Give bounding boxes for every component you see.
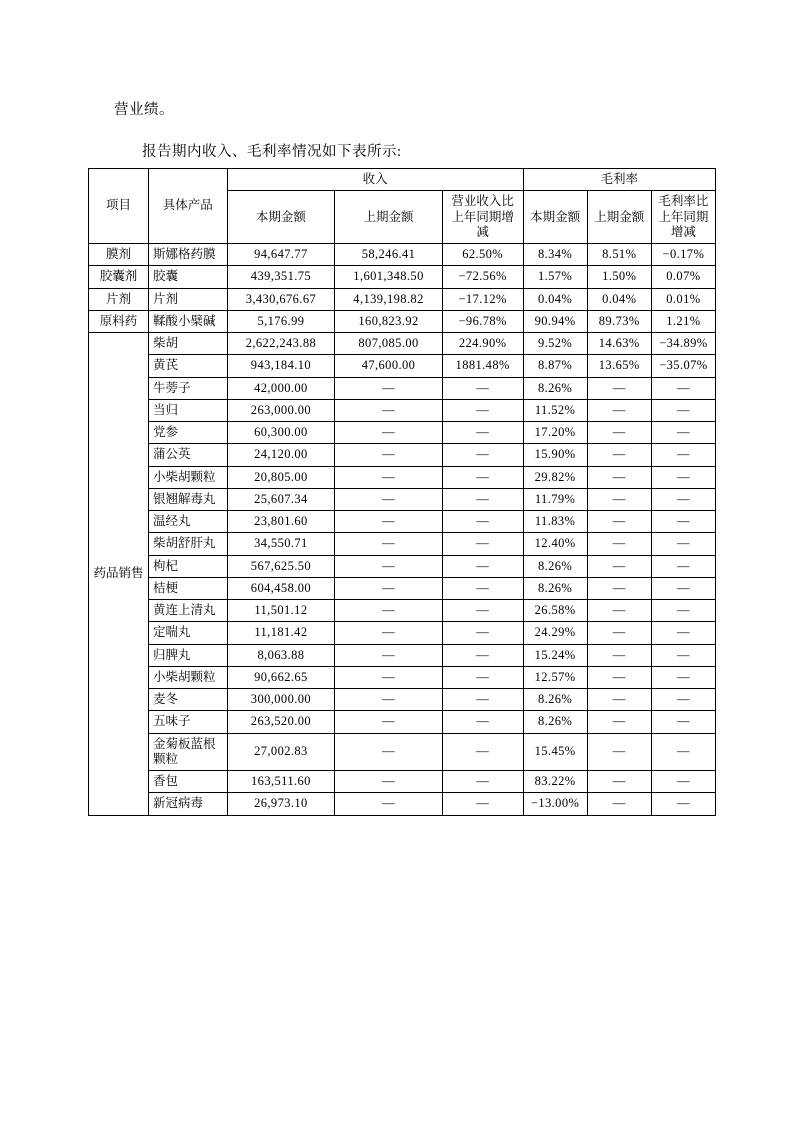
table-head [89, 169, 716, 244]
cell-revenue-change: — [442, 399, 523, 421]
cell-revenue-change: — [442, 644, 523, 666]
cell-previous-amount: — [335, 711, 443, 733]
table-row [89, 600, 716, 622]
cell-gm-previous: — [587, 488, 651, 510]
cell-gm-current: 15.45% [523, 733, 587, 771]
cell-gm-change: — [651, 399, 715, 421]
cell-current-amount: 604,458.00 [227, 577, 335, 599]
cell-previous-amount: — [335, 622, 443, 644]
cell-revenue-change: — [442, 733, 523, 771]
cell-product: 小柴胡颗粒 [149, 466, 228, 488]
cell-current-amount: 94,647.77 [227, 244, 335, 266]
cell-previous-amount: — [335, 533, 443, 555]
cell-previous-amount: — [335, 644, 443, 666]
cell-gm-current: 1.57% [523, 266, 587, 288]
cell-gm-previous: — [587, 600, 651, 622]
cell-product: 片剂 [149, 288, 228, 310]
cell-gm-change: — [651, 488, 715, 510]
cell-gm-current: 8.26% [523, 555, 587, 577]
cell-gm-previous: 1.50% [587, 266, 651, 288]
cell-product: 金菊板蓝根颗粒 [149, 733, 228, 771]
cell-product: 定喘丸 [149, 622, 228, 644]
table-body [89, 244, 716, 816]
cell-current-amount: 943,184.10 [227, 355, 335, 377]
table-row [89, 444, 716, 466]
cell-gm-current: 24.29% [523, 622, 587, 644]
cell-gm-current: 9.52% [523, 333, 587, 355]
cell-previous-amount: — [335, 733, 443, 771]
table-row [89, 466, 716, 488]
cell-gm-previous: — [587, 771, 651, 793]
cell-revenue-change: — [442, 711, 523, 733]
cell-previous-amount: 807,085.00 [335, 333, 443, 355]
cell-gm-previous: 14.63% [587, 333, 651, 355]
cell-gm-change: — [651, 689, 715, 711]
header-group-gross-margin: 毛利率 [523, 169, 715, 191]
cell-previous-amount: — [335, 466, 443, 488]
cell-revenue-change: — [442, 422, 523, 444]
cell-product: 黄连上清丸 [149, 600, 228, 622]
table-row [89, 333, 716, 355]
cell-gm-previous: — [587, 666, 651, 688]
cell-previous-amount: 4,139,198.82 [335, 288, 443, 310]
cell-gm-previous: 89.73% [587, 310, 651, 332]
cell-gm-change: — [651, 555, 715, 577]
cell-previous-amount: 1,601,348.50 [335, 266, 443, 288]
cell-category: 膜剂 [89, 244, 149, 266]
table-row [89, 793, 716, 815]
cell-current-amount: 42,000.00 [227, 377, 335, 399]
cell-gm-change: — [651, 533, 715, 555]
cell-product: 温经丸 [149, 511, 228, 533]
cell-product: 新冠病毒 [149, 793, 228, 815]
cell-gm-change: — [651, 444, 715, 466]
table-row [89, 310, 716, 332]
cell-previous-amount: — [335, 771, 443, 793]
cell-previous-amount: — [335, 511, 443, 533]
table-row [89, 244, 716, 266]
cell-current-amount: 263,000.00 [227, 399, 335, 421]
cell-gm-current: 8.26% [523, 689, 587, 711]
cell-gm-current: 15.24% [523, 644, 587, 666]
cell-gm-previous: — [587, 422, 651, 444]
cell-gm-change: −34.89% [651, 333, 715, 355]
cell-product: 五味子 [149, 711, 228, 733]
cell-previous-amount: — [335, 689, 443, 711]
cell-category: 胶囊剂 [89, 266, 149, 288]
cell-gm-previous: — [587, 511, 651, 533]
cell-revenue-change: −17.12% [442, 288, 523, 310]
cell-current-amount: 60,300.00 [227, 422, 335, 444]
cell-gm-change: — [651, 422, 715, 444]
cell-gm-previous: — [587, 644, 651, 666]
cell-current-amount: 163,511.60 [227, 771, 335, 793]
cell-product: 柴胡 [149, 333, 228, 355]
cell-previous-amount: — [335, 555, 443, 577]
cell-gm-current: 12.40% [523, 533, 587, 555]
table-row [89, 689, 716, 711]
header-gm-previous: 上期金额 [587, 191, 651, 244]
cell-previous-amount: 160,823.92 [335, 310, 443, 332]
cell-revenue-change: — [442, 689, 523, 711]
cell-gm-change: −35.07% [651, 355, 715, 377]
cell-gm-current: 8.87% [523, 355, 587, 377]
cell-gm-previous: 13.65% [587, 355, 651, 377]
paragraph-intro: 报告期内收入、毛利率情况如下表所示: [142, 144, 402, 160]
cell-gm-previous: — [587, 622, 651, 644]
cell-current-amount: 11,181.42 [227, 622, 335, 644]
cell-gm-change: — [651, 771, 715, 793]
cell-revenue-change: — [442, 622, 523, 644]
cell-product: 鞣酸小檗碱 [149, 310, 228, 332]
cell-revenue-change: — [442, 600, 523, 622]
cell-product: 桔梗 [149, 577, 228, 599]
cell-gm-current: 8.26% [523, 377, 587, 399]
cell-product: 归脾丸 [149, 644, 228, 666]
cell-product: 柴胡舒肝丸 [149, 533, 228, 555]
cell-previous-amount: — [335, 377, 443, 399]
cell-gm-previous: 0.04% [587, 288, 651, 310]
cell-gm-current: 17.20% [523, 422, 587, 444]
cell-previous-amount: — [335, 793, 443, 815]
cell-gm-change: — [651, 622, 715, 644]
cell-gm-change: 1.21% [651, 310, 715, 332]
cell-category: 原料药 [89, 310, 149, 332]
cell-gm-change: — [651, 600, 715, 622]
cell-gm-current: 11.52% [523, 399, 587, 421]
table-row [89, 355, 716, 377]
table-row [89, 288, 716, 310]
cell-revenue-change: — [442, 533, 523, 555]
cell-previous-amount: — [335, 488, 443, 510]
revenue-margin-table-wrapper [88, 168, 716, 816]
cell-gm-current: 0.04% [523, 288, 587, 310]
cell-gm-previous: — [587, 555, 651, 577]
cell-revenue-change: — [442, 377, 523, 399]
header-item: 项目 [89, 169, 149, 244]
header-revenue-change: 营业收入比上年同期增减 [442, 191, 523, 244]
table-row [89, 771, 716, 793]
cell-current-amount: 300,000.00 [227, 689, 335, 711]
cell-product: 黄芪 [149, 355, 228, 377]
cell-current-amount: 8,063.88 [227, 644, 335, 666]
cell-product: 枸杞 [149, 555, 228, 577]
cell-product: 银翘解毒丸 [149, 488, 228, 510]
cell-previous-amount: — [335, 600, 443, 622]
cell-product: 小柴胡颗粒 [149, 666, 228, 688]
header-previous-amount: 上期金额 [335, 191, 443, 244]
cell-gm-current: 11.79% [523, 488, 587, 510]
cell-revenue-change: 62.50% [442, 244, 523, 266]
cell-revenue-change: — [442, 577, 523, 599]
cell-revenue-change: — [442, 488, 523, 510]
cell-gm-change: 0.01% [651, 288, 715, 310]
cell-current-amount: 439,351.75 [227, 266, 335, 288]
cell-gm-current: 8.26% [523, 577, 587, 599]
cell-current-amount: 26,973.10 [227, 793, 335, 815]
cell-gm-previous: — [587, 399, 651, 421]
cell-product: 斯娜格药膜 [149, 244, 228, 266]
cell-gm-change: — [651, 793, 715, 815]
cell-revenue-change: −96.78% [442, 310, 523, 332]
cell-gm-change: — [651, 666, 715, 688]
revenue-margin-table [88, 168, 716, 816]
cell-gm-current: 26.58% [523, 600, 587, 622]
cell-gm-current: 12.57% [523, 666, 587, 688]
cell-gm-change: — [651, 644, 715, 666]
cell-current-amount: 23,801.60 [227, 511, 335, 533]
cell-current-amount: 5,176.99 [227, 310, 335, 332]
header-product: 具体产品 [149, 169, 228, 244]
cell-current-amount: 27,002.83 [227, 733, 335, 771]
cell-gm-change: — [651, 711, 715, 733]
cell-previous-amount: — [335, 666, 443, 688]
cell-revenue-change: — [442, 444, 523, 466]
cell-current-amount: 567,625.50 [227, 555, 335, 577]
cell-gm-current: 8.34% [523, 244, 587, 266]
table-row [89, 711, 716, 733]
header-current-amount: 本期金额 [227, 191, 335, 244]
cell-gm-previous: — [587, 533, 651, 555]
cell-current-amount: 263,520.00 [227, 711, 335, 733]
cell-gm-previous: — [587, 577, 651, 599]
cell-gm-current: 90.94% [523, 310, 587, 332]
table-row [89, 399, 716, 421]
cell-category: 药品销售 [89, 333, 149, 816]
cell-product: 蒲公英 [149, 444, 228, 466]
cell-product: 胶囊 [149, 266, 228, 288]
table-row [89, 377, 716, 399]
table-row [89, 644, 716, 666]
cell-revenue-change: — [442, 511, 523, 533]
cell-product: 麦冬 [149, 689, 228, 711]
header-gm-current: 本期金额 [523, 191, 587, 244]
cell-gm-current: −13.00% [523, 793, 587, 815]
cell-previous-amount: 47,600.00 [335, 355, 443, 377]
cell-gm-change: — [651, 466, 715, 488]
table-row [89, 577, 716, 599]
cell-gm-previous: — [587, 689, 651, 711]
cell-previous-amount: — [335, 577, 443, 599]
table-row [89, 533, 716, 555]
cell-previous-amount: — [335, 422, 443, 444]
cell-revenue-change: — [442, 771, 523, 793]
table-row [89, 266, 716, 288]
cell-current-amount: 90,662.65 [227, 666, 335, 688]
cell-previous-amount: — [335, 399, 443, 421]
cell-category: 片剂 [89, 288, 149, 310]
table-row [89, 666, 716, 688]
cell-gm-current: 11.83% [523, 511, 587, 533]
cell-current-amount: 20,805.00 [227, 466, 335, 488]
cell-revenue-change: −72.56% [442, 266, 523, 288]
cell-product: 香包 [149, 771, 228, 793]
cell-current-amount: 2,622,243.88 [227, 333, 335, 355]
cell-revenue-change: — [442, 666, 523, 688]
cell-current-amount: 24,120.00 [227, 444, 335, 466]
cell-revenue-change: — [442, 793, 523, 815]
cell-current-amount: 34,550.71 [227, 533, 335, 555]
cell-gm-change: — [651, 577, 715, 599]
table-row [89, 555, 716, 577]
cell-gm-previous: — [587, 733, 651, 771]
cell-gm-change: — [651, 377, 715, 399]
cell-product: 党参 [149, 422, 228, 444]
header-group-revenue: 收入 [227, 169, 523, 191]
cell-gm-current: 29.82% [523, 466, 587, 488]
cell-revenue-change: 1881.48% [442, 355, 523, 377]
cell-gm-change: — [651, 511, 715, 533]
header-gm-change: 毛利率比上年同期增减 [651, 191, 715, 244]
cell-current-amount: 25,607.34 [227, 488, 335, 510]
cell-product: 当归 [149, 399, 228, 421]
cell-current-amount: 11,501.12 [227, 600, 335, 622]
cell-gm-previous: — [587, 444, 651, 466]
table-row [89, 733, 716, 771]
table-header-group-row [89, 169, 716, 191]
table-row [89, 488, 716, 510]
cell-current-amount: 3,430,676.67 [227, 288, 335, 310]
cell-previous-amount: — [335, 444, 443, 466]
table-row [89, 511, 716, 533]
table-row [89, 622, 716, 644]
cell-revenue-change: 224.90% [442, 333, 523, 355]
cell-gm-change: 0.07% [651, 266, 715, 288]
cell-gm-current: 83.22% [523, 771, 587, 793]
cell-gm-change: −0.17% [651, 244, 715, 266]
table-row [89, 422, 716, 444]
cell-gm-previous: — [587, 377, 651, 399]
cell-revenue-change: — [442, 466, 523, 488]
paragraph-top: 营业绩。 [114, 102, 174, 118]
cell-gm-previous: — [587, 793, 651, 815]
cell-previous-amount: 58,246.41 [335, 244, 443, 266]
cell-product: 牛蒡子 [149, 377, 228, 399]
cell-gm-change: — [651, 733, 715, 771]
cell-gm-current: 15.90% [523, 444, 587, 466]
cell-gm-current: 8.26% [523, 711, 587, 733]
cell-revenue-change: — [442, 555, 523, 577]
cell-gm-previous: — [587, 466, 651, 488]
cell-gm-previous: — [587, 711, 651, 733]
cell-gm-previous: 8.51% [587, 244, 651, 266]
